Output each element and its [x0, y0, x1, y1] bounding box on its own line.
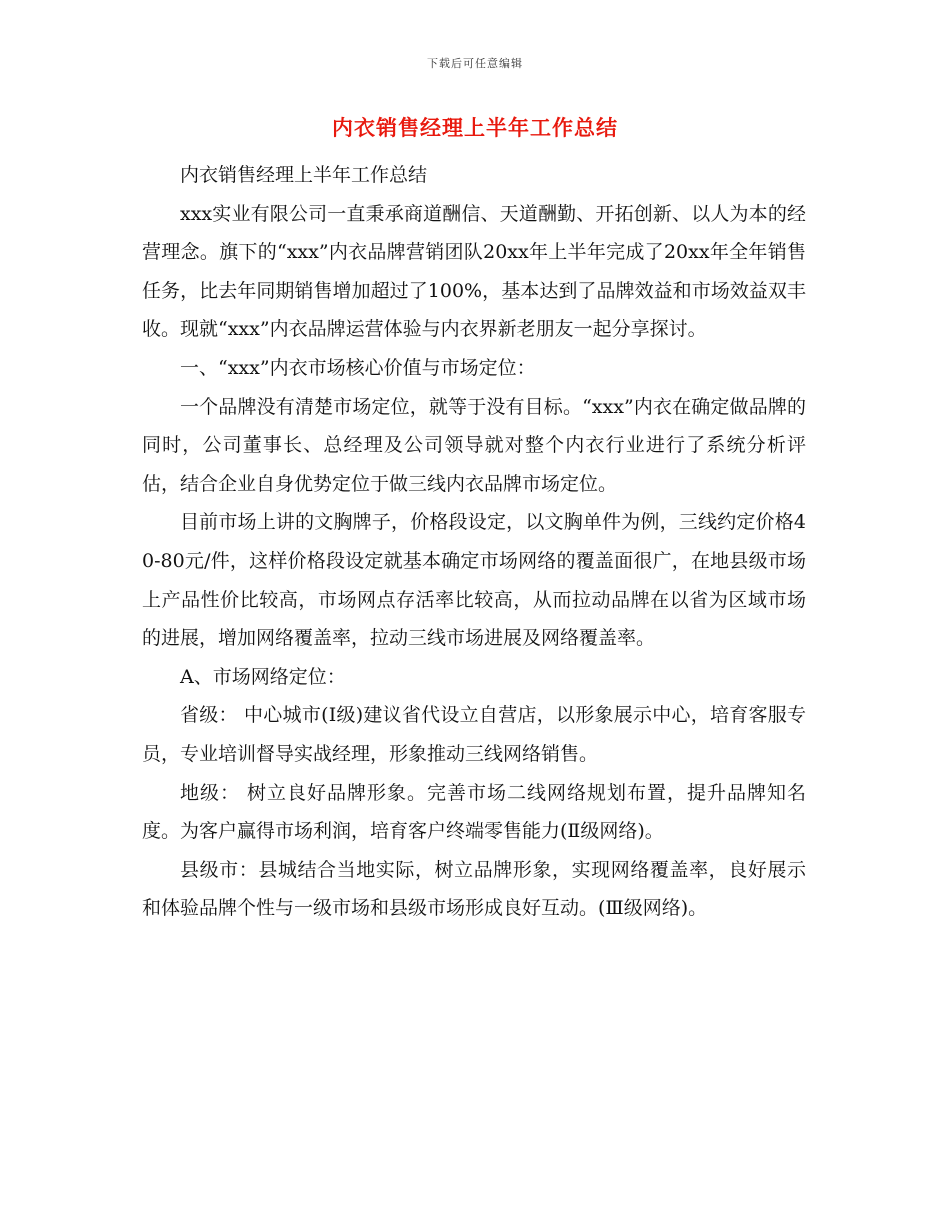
paragraph-positioning: 一个品牌没有清楚市场定位，就等于没有目标。“xxx”内衣在确定做品牌的同时，公司董事长、总经理及公司领导就对整个内衣行业进行了系统分析评估，结合企业自身优势定位于做三线内衣品牌市场定位。 [142, 395, 806, 495]
paragraph-prefecture: 地级： 树立良好品牌形象。完善市场二线网络规划布置，提升品牌知名度。为客户赢得市场利润，培育客户终端零售能力(Ⅱ级网络)。 [142, 781, 806, 843]
paragraph-section-heading: 一、“xxx”内衣市场核心价值与市场定位： [180, 356, 536, 379]
paragraph-pricing: 目前市场上讲的文胸牌子，价格段设定，以文胸单件为例，三线约定价格40-80元/件，这样价格段设定就基本确定市场网络的覆盖面很广，在地县级市场上产品性价比较高，市场网点存活率比较高，从而拉动品牌在以省为区域市场的进展，增加网络覆盖率，拉动三线市场进展及网络覆盖率。 [142, 511, 806, 650]
header-note: 下载后可任意编辑 [427, 57, 523, 70]
document-title: 内衣销售经理上半年工作总结 [332, 116, 618, 140]
paragraph-provincial: 省级： 中心城市(Ⅰ级)建议省代设立自营店，以形象展示中心，培育客服专员，专业培训督导实战经理，形象推动三线网络销售。 [142, 704, 806, 765]
paragraph-intro: xxx实业有限公司一直秉承商道酬信、天道酬勤、开拓创新、以人为本的经营理念。旗下的“xxx”内衣品牌营销团队20xx年上半年完成了20xx年全年销售任务，比去年同期销售增加超过了100%，基本达到了品牌效益和市场效益双丰收。现就“xxx”内衣品牌运营体验与内衣界新老朋友一起分享探讨。 [142, 202, 806, 341]
paragraph-county: 县级市：县城结合当地实际，树立品牌形象，实现网络覆盖率，良好展示和体验品牌个性与一级市场和县级市场形成良好互动。(Ⅲ级网络)。 [142, 858, 806, 920]
document-body [142, 156, 806, 928]
paragraph-network-heading: A、市场网络定位： [180, 665, 346, 688]
paragraph-subtitle: 内衣销售经理上半年工作总结 [180, 164, 428, 186]
